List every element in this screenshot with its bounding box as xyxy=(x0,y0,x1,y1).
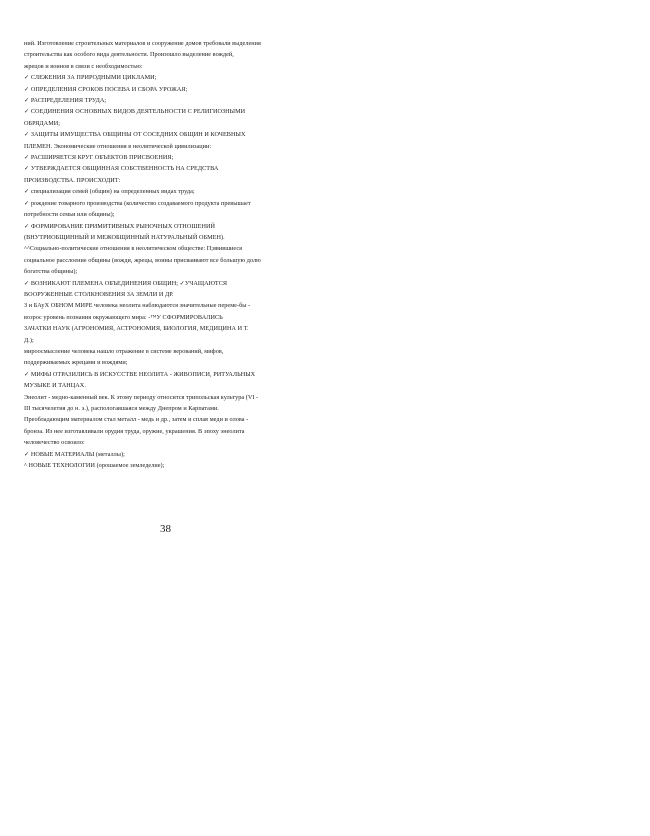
text-line: социальное расслоение общины (вожди, жрецы, воины присваивают все большую долю xyxy=(24,256,261,264)
text-line: ✓ ВОЗНИКАЮТ ПЛЕМЕНА ОБЪЕДИНЕНИЯ ОБЩИН; ✓УЧАЩАЮТСЯ xyxy=(24,279,228,287)
text-line: ✓ РАСПРЕДЕЛЕНИЯ ТРУДА; xyxy=(24,97,107,105)
text-line: ✓ ЗАЩИТЫ ИМУЩЕСТВА ОБЩИНЫ ОТ СОСЕДНИХ ОБЩИН И КОЧЕВНЫХ xyxy=(24,131,246,139)
text-line: ✓ СОЕДИНЕНИЯ ОСНОВНЫХ ВИДОВ ДЕЯТЕЛЬНОСТИ С РЕЛИГИОЗНЫМИ xyxy=(24,108,246,116)
text-line: III тысячелетия до н. э.), распологавшаяся между Днепром и Карпатами. xyxy=(24,405,219,412)
text-line: Энеолит - медно-каменный век. К этому периоду относится трипольская культура (VI - xyxy=(24,393,259,401)
text-line: ^^Социально-политические отношения в неолитическом обществе: П;явившиеся xyxy=(24,245,243,253)
text-line: Преобладающим материалом стал металл - медь и др., затем и сплав меди и олова - xyxy=(24,416,249,424)
text-line: потребности семьи или общины); xyxy=(24,211,115,219)
text-line: поддерживаемых жрецами и вождями; xyxy=(24,359,128,367)
page-number: 38 xyxy=(160,523,171,535)
text-line: (ВНУТРИОБЩИННЫЙ И МЕЖОБЩИННЫЙ НАТУРАЛЬНЫЙ ОБМЕН). xyxy=(24,233,225,241)
text-line: ^ НОВЫЕ ТЕХНОЛОГИИ (орошаемое земледелие); xyxy=(24,462,165,470)
text-line: ✓ ОПРЕДЕЛЕНИЯ СРОКОВ ПОСЕВА И СБОРА УРОЖАЯ; xyxy=(24,85,188,93)
text-line: мироосмысление человека нашло отражение в системе верований, мифов, xyxy=(24,347,224,355)
text-line: З и БАуХ ОБНОМ МИРЕ человека неолита наблюдаются значительные переме-бы - xyxy=(24,302,251,310)
body-text xyxy=(24,38,328,471)
text-line: жрецов и воинов в связи с необходимостью: xyxy=(24,62,143,70)
text-line: ВООРУЖЕННЫЕ СТОЛКНОВЕНИЯ ЗА ЗЕМЛИ И ДР. xyxy=(24,290,174,298)
text-line: ОБРЯДАМИ; xyxy=(24,119,61,127)
text-line: ✓ УТВЕРЖДАЕТСЯ ОБЩИННАЯ СОБСТВЕННОСТЬ НА СРЕДСТВА xyxy=(24,165,219,173)
text-line: ✓ специализация семей (общин) на определенных видах труда; xyxy=(24,188,195,196)
text-line: МУЗЫКЕ И ТАНЦАХ. xyxy=(24,382,86,390)
text-line: ЗАЧАТКИ НАУК (АГРОНОМИЯ, АСТРОНОМИЯ, БИОЛОГИЯ, МЕДИЦИНА И Т. xyxy=(24,325,249,333)
text-line: человечество освоило: xyxy=(24,439,85,447)
text-line: ✓ СЛЕЖЕНИЯ ЗА ПРИРОДНЫМИ ЦИКЛАМИ; xyxy=(24,74,157,82)
text-line: ПЛЕМЕН. Экономические отношения в неолитической цивилизации: xyxy=(24,142,212,150)
text-line: богатства общины); xyxy=(24,268,78,276)
text-line: ✓ НОВЫЕ МАТЕРИАЛЫ (металлы); xyxy=(24,450,125,458)
text-line: бронза. Из нее изготавливали орудия труда, оружие, украшения. В эпоху энеолита xyxy=(24,427,245,435)
text-line: ✓ МИФЫ ОТРАЗИЛИСЬ В ИСКУССТВЕ НЕОЛИТА - ЖИВОПИСИ, РИТУАЛЬНЫХ xyxy=(24,370,256,378)
text-line: возрос уровень познания окружающего мира: -™У СФОРМИРОВАЛИСЬ xyxy=(24,313,223,321)
text-line: ПРОИЗВОДСТВА. ПРОИСХОДИТ: xyxy=(24,176,121,184)
text-line: Д.); xyxy=(24,336,34,344)
text-line: строительства как особого вида деятельности. Произошло выделение вождей, xyxy=(24,51,234,59)
text-line: ✓ ФОРМИРОВАНИЕ ПРИМИТИВНЫХ РЫНОЧНЫХ ОТНОШЕНИЙ xyxy=(24,222,216,230)
text-line: ний. Изготовление строительных материалов и сооружение домов требовали выделения xyxy=(24,40,261,47)
text-line: ✓ рождение товарного производства (количество создаваемого продукта превышает xyxy=(24,199,251,207)
text-line: ✓ РАСШИРЯЕТСЯ КРУГ ОБЪЕКТОВ ПРИСВОЕНИЯ; xyxy=(24,154,174,162)
